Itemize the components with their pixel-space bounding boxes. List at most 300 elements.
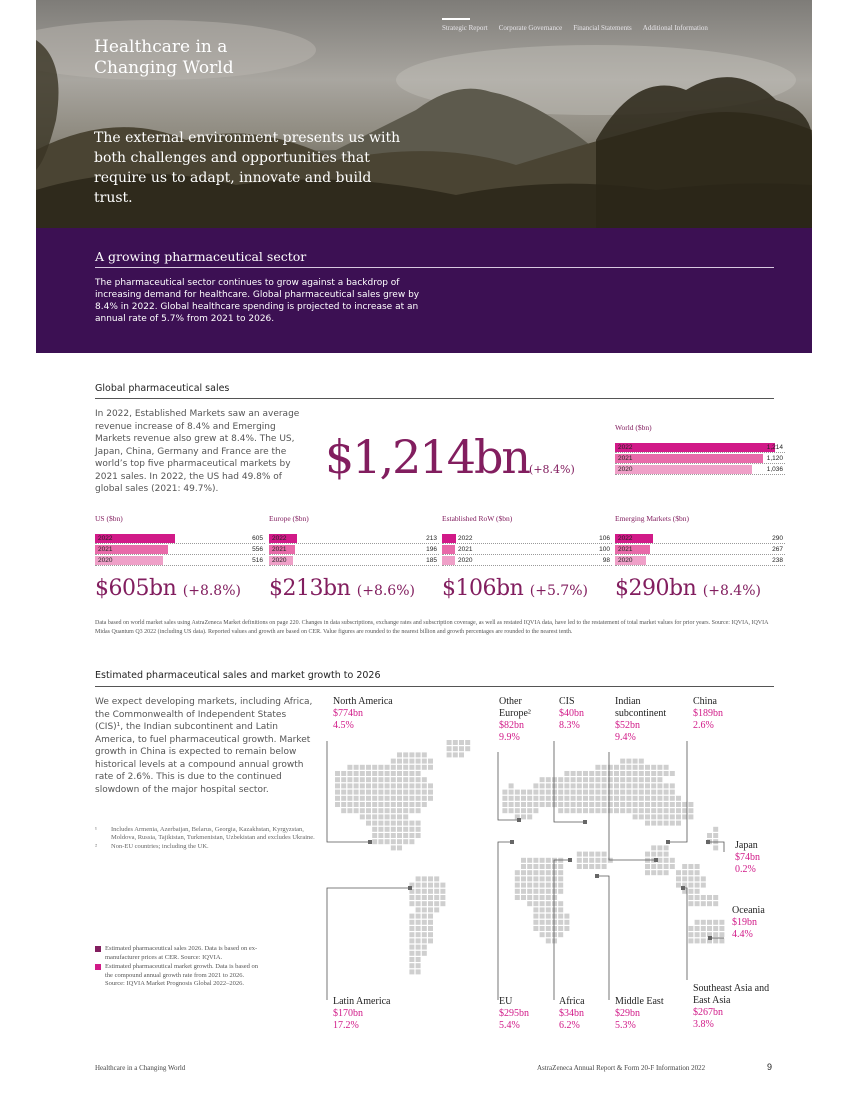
map-dot [341,790,346,795]
map-dot [546,876,551,881]
map-dot [552,864,557,869]
map-dot [360,796,365,801]
map-dot [558,883,563,888]
map-dot [360,765,365,770]
headline-growth: (+8.4%) [702,583,761,599]
leader-middle-east [597,876,609,1000]
map-dot [583,864,588,869]
map-dot [416,969,421,974]
map-dot [639,759,644,764]
map-dot [521,864,526,869]
map-dot [546,790,551,795]
nav-strategic-report[interactable]: Strategic Report [442,24,488,32]
bar-label: 1,036 [766,465,783,473]
map-dot [676,802,681,807]
map-dot [403,759,408,764]
map-dot [416,796,421,801]
map-dot [546,783,551,788]
marker-eu [510,840,514,844]
map-dot [558,907,563,912]
headline-value: $213bn [269,576,351,601]
map-dot [713,827,718,832]
map-dot [676,814,681,819]
bar-category: 2022 [618,443,633,451]
map-dot [378,783,383,788]
established-row-headline [442,576,612,601]
map-dot [651,864,656,869]
map-dot [707,901,712,906]
map-dot [552,895,557,900]
map-dot [651,814,656,819]
map-dot [664,864,669,869]
map-dot [397,777,402,782]
chart-title: US ($bn) [95,514,123,523]
map-dot [416,802,421,807]
map-dot [409,969,414,974]
map-dot [453,746,458,751]
map-dot [341,771,346,776]
map-dot [422,945,427,950]
map-dot [688,814,693,819]
map-dot [521,808,526,813]
global-sales-title: Global pharmaceutical sales [95,383,230,394]
map-dot [633,802,638,807]
map-dot [583,808,588,813]
map-dot [695,938,700,943]
map-dot [682,802,687,807]
map-dot [595,852,600,857]
map-dot [552,777,557,782]
map-dot [372,827,377,832]
legend-item-sales: Estimated pharmaceutical sales 2026. Data is based on ex-manufacturer prices at CER. Source: IQVIA. [95,945,265,962]
map-dot [372,839,377,844]
map-dot [533,914,538,919]
map-dot [633,777,638,782]
map-dot [521,790,526,795]
map-dot [416,752,421,757]
bar-label: 267 [772,545,783,553]
map-dot [509,783,514,788]
map-dot [620,783,625,788]
map-dot [527,864,532,869]
map-dot [558,802,563,807]
map-dot [639,790,644,795]
map-dot [409,777,414,782]
map-dot [577,790,582,795]
map-dot [546,938,551,943]
map-dot [385,814,390,819]
headline-growth: (+8.8%) [182,583,241,599]
map-dot [409,790,414,795]
map-dot [428,783,433,788]
map-dot [645,814,650,819]
map-dot [422,796,427,801]
map-dot [676,821,681,826]
map-dot [546,932,551,937]
map-dot [670,802,675,807]
map-dot [434,895,439,900]
map-dot [409,808,414,813]
map-dot [602,802,607,807]
map-dot [502,802,507,807]
map-dot [409,901,414,906]
map-dot [639,808,644,813]
map-dot [571,790,576,795]
map-dot [688,932,693,937]
map-dot [366,783,371,788]
map-dot [614,808,619,813]
map-dot [688,883,693,888]
leader-africa [554,860,570,1000]
map-dot [602,852,607,857]
map-dot [391,765,396,770]
map-dot [626,802,631,807]
map-dot [639,765,644,770]
map-dot [335,771,340,776]
map-dot [589,783,594,788]
map-dot [620,790,625,795]
map-dot [533,901,538,906]
bar-category: 2020 [618,556,633,564]
map-dot [595,802,600,807]
map-dot [670,796,675,801]
map-dot [533,808,538,813]
region-latin-america: Latin America $170bn 17.2% [333,996,391,1031]
map-dot [391,814,396,819]
map-dot [533,870,538,875]
map-dot [651,870,656,875]
map-dot [422,951,427,956]
map-dot [341,796,346,801]
map-dot [360,771,365,776]
map-dot [558,790,563,795]
map-dot [571,783,576,788]
map-dot [713,901,718,906]
map-dot [341,808,346,813]
map-dot [614,765,619,770]
map-dot [558,808,563,813]
map-dot [558,914,563,919]
map-dot [533,876,538,881]
headline-value: $605bn [95,576,177,601]
map-dot [651,852,656,857]
map-dot [664,808,669,813]
active-section-indicator [442,18,470,20]
region-indian-subcontinent: Indian subcontinent $52bn 9.4% [615,696,667,743]
nav-additional-information[interactable]: Additional Information [642,24,708,32]
map-dot [695,926,700,931]
map-dot [409,963,414,968]
map-dot [409,920,414,925]
map-dot [701,926,706,931]
bar-category: 2021 [618,454,633,462]
map-dot [354,777,359,782]
sector-divider [95,267,774,268]
map-dot [645,852,650,857]
map-dot [695,932,700,937]
map-dot [602,765,607,770]
map-dot [552,926,557,931]
map-dot [391,759,396,764]
map-dot [602,777,607,782]
map-dot [546,796,551,801]
map-dot [409,821,414,826]
us-headline [95,576,265,601]
map-dot [664,870,669,875]
map-dot [521,802,526,807]
map-dot [657,864,662,869]
bar-category: 2020 [272,556,287,564]
map-dot [372,765,377,770]
world-total-growth: (+8.4%) [529,463,575,476]
map-dot [657,790,662,795]
map-dot [645,765,650,770]
map-dot [502,796,507,801]
map-dot [695,920,700,925]
map-dot [583,796,588,801]
footer-publication: AstraZeneca Annual Report & Form 20-F Information 2022 [537,1064,706,1072]
map-dot [546,895,551,900]
nav-financial-statements[interactable]: Financial Statements [573,24,632,32]
map-dot [639,802,644,807]
map-dot [657,796,662,801]
map-dot [558,901,563,906]
map-dot [620,802,625,807]
map-dot [707,895,712,900]
map-dot [397,833,402,838]
world-chart [615,423,785,475]
map-dot [620,777,625,782]
map-dot [527,883,532,888]
map-dot [645,796,650,801]
map-dot [626,771,631,776]
map-dot [409,783,414,788]
map-dot [695,870,700,875]
map-dot [651,858,656,863]
map-dot [595,796,600,801]
map-dot [335,802,340,807]
map-dot [422,752,427,757]
map-dot [614,777,619,782]
map-dot [620,765,625,770]
map-dot [670,821,675,826]
emerging-markets-chart [615,514,785,601]
map-dot [347,771,352,776]
bar-label: 556 [252,545,263,553]
map-dot [707,932,712,937]
map-dot [416,876,421,881]
map-dot [682,814,687,819]
map-dot [422,938,427,943]
bar-label: 98 [602,556,610,564]
map-dot [664,845,669,850]
map-dot [595,864,600,869]
map-dot [552,876,557,881]
page-number: 9 [767,1062,773,1072]
map-dot [540,777,545,782]
bar-label: 185 [426,556,437,564]
region-north-america: North America $774bn 4.5% [333,696,393,731]
leader-latin-america [327,888,410,1000]
map-dot [558,932,563,937]
map-dot [391,802,396,807]
estimated-divider [95,686,774,687]
map-dot [540,907,545,912]
map-dot [354,765,359,770]
chart-row [615,464,785,475]
map-dot [645,858,650,863]
map-dot [577,796,582,801]
map-dot [571,771,576,776]
map-dot [713,932,718,937]
map-dot [713,938,718,943]
bar-category: 2021 [272,545,287,553]
headline-value: $290bn [615,576,697,601]
map-dot [546,914,551,919]
map-dot [564,771,569,776]
map-dot [552,914,557,919]
map-dot [422,901,427,906]
leader-china [668,741,687,842]
map-dot [397,759,402,764]
map-dot [434,876,439,881]
map-dot [558,870,563,875]
marker-other-europe [517,818,521,822]
map-dot [695,883,700,888]
map-dot [397,839,402,844]
map-dot [428,907,433,912]
map-dot [385,765,390,770]
map-dot [533,920,538,925]
map-dot [347,777,352,782]
map-dot [366,802,371,807]
map-dot [645,777,650,782]
map-dot [540,895,545,900]
global-sales-intro: In 2022, Established Markets saw an average revenue increase of 8.4% and Emerging Markets revenue also grew at 8.4%. The US, Japan, China, Germany and France are the world’s top five pharmaceutical markets by 2021 sales. In 2022, the US had 49.8% of global sales (2021: 49.7%). [95,409,300,494]
map-dot [608,808,613,813]
map-dot [657,777,662,782]
region-cis: CIS $40bn 8.3% [559,696,584,731]
map-dot [397,802,402,807]
map-dot [403,808,408,813]
map-dot [409,889,414,894]
map-dot [651,845,656,850]
nav-corporate-governance[interactable]: Corporate Governance [498,24,563,32]
map-dot [416,932,421,937]
map-dot [409,802,414,807]
map-dot [552,870,557,875]
map-dot [540,783,545,788]
map-dot [701,920,706,925]
us-chart [95,514,265,601]
map-dot [695,864,700,869]
map-dot [509,796,514,801]
map-dot [626,777,631,782]
legend-item-growth: Estimated pharmaceutical market growth. Data is based on the compound annual growth rate from 2021 to 2026. Source: IQVIA Market Prognosis Global 2022–2026. [95,963,265,989]
bar-category: 2020 [98,556,113,564]
chart-title: Emerging Markets ($bn) [615,514,690,523]
bar-category: 2022 [98,534,113,542]
map-dot [447,746,452,751]
bar [615,454,763,463]
map-dot [385,839,390,844]
footnote-2: ² Non-EU countries; including the UK. [95,842,209,850]
map-dot [521,870,526,875]
map-dot [347,808,352,813]
map-dot [428,796,433,801]
map-dot [397,796,402,801]
map-dot [688,901,693,906]
map-dot [583,777,588,782]
map-dot-grid [335,740,724,974]
marker-se-asia [681,886,685,890]
map-dot [378,827,383,832]
map-dot [651,765,656,770]
map-dot [434,901,439,906]
headline-value: $106bn [442,576,524,601]
map-dot [602,808,607,813]
bar-category: 2020 [458,556,473,564]
map-dot [372,833,377,838]
map-dot [602,858,607,863]
map-dot [533,889,538,894]
map-dot [645,870,650,875]
leader-cis [554,741,585,822]
map-dot [558,889,563,894]
chart-row [615,533,785,544]
map-dot [391,833,396,838]
map-dot [719,932,724,937]
map-dot [664,814,669,819]
chart-row [95,555,265,566]
bar-label: 238 [772,556,783,564]
map-dot [713,926,718,931]
map-dot [620,808,625,813]
map-dot [651,808,656,813]
leader-eu [498,842,512,1000]
map-dot [595,771,600,776]
map-dot [409,752,414,757]
map-dot [385,771,390,776]
map-dot [620,796,625,801]
map-dot [428,759,433,764]
map-dot [372,771,377,776]
map-dot [391,821,396,826]
map-dot [688,864,693,869]
leader-north-america [327,741,370,842]
marker-china [666,840,670,844]
map-dot [509,790,514,795]
map-dot [335,783,340,788]
bar-category: 2022 [458,534,473,542]
map-dot [366,771,371,776]
map-dot [645,864,650,869]
map-dot [515,814,520,819]
map-dot [509,802,514,807]
map-dot [633,759,638,764]
map-dot [558,926,563,931]
estimated-title: Estimated pharmaceutical sales and market growth to 2026 [95,670,381,681]
map-dot [378,839,383,844]
map-dot [533,858,538,863]
map-dot [422,889,427,894]
map-dot [403,833,408,838]
chart-title: Established RoW ($bn) [442,514,513,523]
leader-markers [368,818,712,940]
map-dot [403,814,408,819]
map-dot [589,858,594,863]
map-dot [546,777,551,782]
